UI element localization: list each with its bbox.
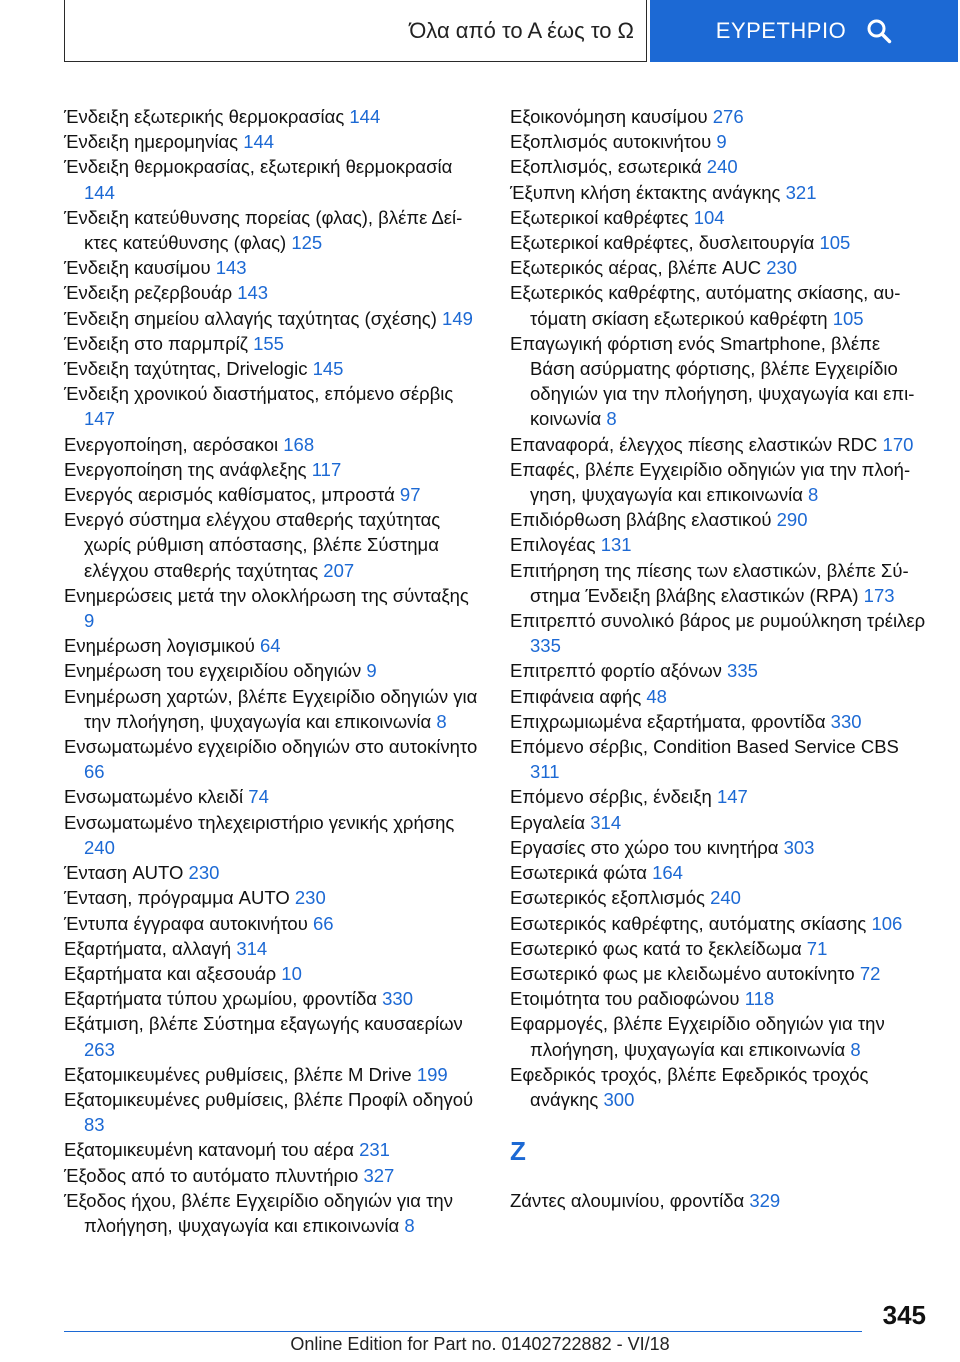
index-entry (64, 986, 484, 1011)
index-entry-text: Εξαρτήματα, αλλαγή (64, 937, 232, 959)
index-entry-page-link[interactable]: 9 (716, 131, 727, 153)
index-entry-page-link[interactable]: 314 (590, 811, 622, 833)
index-entry-text: Επόμενο σέρβις, Condition Based Service CBS (510, 736, 899, 758)
index-entry (510, 810, 930, 835)
index-entry-text: Ενσωματωμένο εγχειρίδιο οδηγιών στο αυτοκίνητο (64, 736, 478, 758)
index-entry (64, 1087, 484, 1137)
index-entry-page-link[interactable]: 173 (863, 584, 895, 606)
index-entry-page-link[interactable]: 104 (693, 206, 725, 228)
index-entry (510, 457, 930, 507)
index-right-entries (510, 104, 930, 1112)
index-entry (510, 784, 930, 809)
index-entry-page-link[interactable]: 164 (652, 862, 683, 884)
index-entry-text: Εξωτερικοί καθρέφτες (510, 206, 689, 228)
index-entry (510, 1011, 930, 1061)
index-entry-page-link[interactable]: 168 (283, 433, 315, 455)
index-entry-text: Ένταση, πρόγραμμα AUTO (64, 887, 290, 909)
index-entry-page-link[interactable]: 143 (215, 257, 247, 279)
index-entry-text: Ενημερώσεις μετά την ολοκλήρωση της σύνταξης (64, 584, 469, 606)
index-entry (510, 911, 930, 936)
index-entry-page-link[interactable]: 276 (712, 106, 744, 127)
index-entry (64, 356, 484, 381)
index-entry-text: Ζάντες αλουμινίου, φροντίδα (510, 1190, 745, 1212)
index-entry-page-link[interactable]: 8 (404, 1214, 415, 1236)
index-entry-page-link[interactable]: 117 (311, 458, 342, 480)
index-entry (510, 1188, 930, 1213)
index-entry (510, 558, 930, 608)
index-entry-text: Ενημέρωση χαρτών, βλέπε Εγχειρίδιο οδηγιών για την πλοήγηση, ψυχαγωγία και επικοινωνία (64, 685, 478, 732)
index-entry-page-link[interactable]: 66 (84, 761, 105, 783)
index-entry (64, 810, 484, 860)
index-entry-text: Εξατομικευμένες ρυθμίσεις, βλέπε Προφίλ οδηγού (64, 1088, 474, 1110)
index-entry-page-link[interactable]: 311 (530, 761, 560, 783)
tab-a-to-z-label: Όλα από το Α έως το Ω (409, 17, 634, 43)
index-entry-page-link[interactable]: 240 (710, 887, 741, 909)
tab-index[interactable] (650, 0, 958, 62)
index-entry (510, 986, 930, 1011)
index-entry-text: Εξωτερικός αέρας, βλέπε AUC (510, 257, 762, 279)
index-entry-page-link[interactable]: 97 (399, 484, 421, 506)
index-entry-text: Επόμενο σέρβις, ένδειξη (510, 786, 712, 808)
index-entry-page-link[interactable]: 145 (312, 358, 344, 380)
index-entry-text: Εσωτερικό φως με κλειδωμένο αυτοκίνητο (510, 962, 855, 984)
index-entry (510, 205, 930, 230)
index-entry-page-link[interactable]: 303 (783, 836, 815, 858)
tab-index-label: ΕΥΡΕΤΗΡΙΟ (715, 18, 847, 43)
index-entry (510, 608, 930, 658)
index-entry (64, 1188, 484, 1238)
index-entry (64, 1011, 484, 1061)
index-entry (510, 532, 930, 557)
index-entry-text: Επαφές, βλέπε Εγχειρίδιο οδηγιών για την πλοήγηση, ψυχαγωγία και επικοινωνία (510, 458, 911, 506)
index-entry (510, 658, 930, 683)
index-entry (510, 507, 930, 532)
index-entry-page-link[interactable]: 48 (646, 685, 667, 707)
index-entry-text: Ενσωματωμένο κλειδί (64, 786, 244, 808)
index-entry (64, 885, 484, 910)
index-entry (510, 961, 930, 986)
index-entry-text: Ενεργοποίηση, αερόσακοι (64, 433, 279, 455)
index-entry-text: Ένδειξη καυσίμου (64, 257, 211, 279)
index-entry-page-link[interactable]: 240 (706, 156, 738, 178)
index-column-left (64, 104, 484, 1238)
index-entry-text: Έξοδος ήχου, βλέπε Εγχειρίδιο οδηγιών για την πλοήγηση, ψυχαγωγία και επικοινωνία (64, 1189, 453, 1236)
index-entry-page-link[interactable]: 8 (808, 484, 819, 506)
index-entry-text: Επαγωγική φόρτιση ενός Smartphone, βλέπε Βάση ασύρματης φόρτισης, βλέπε Εγχειρίδιο οδηγιών για την πλοήγηση, ψυχαγωγία και επικοινωνία (510, 332, 915, 430)
index-entry-text: Εφεδρικός τροχός, βλέπε Εφεδρικός τροχός ανάγκης (510, 1063, 869, 1110)
index-entry-page-link[interactable]: 131 (600, 534, 632, 556)
index-entry-page-link[interactable]: 8 (436, 710, 447, 732)
index-entry (64, 482, 484, 507)
index-section-z-entries (510, 1188, 930, 1213)
index-entry-text: Εσωτερικά φώτα (510, 862, 647, 884)
index-entry-page-link[interactable]: 170 (882, 433, 914, 455)
index-entry-text: Ενεργό σύστημα ελέγχου σταθερής ταχύτητας χωρίς ρύθμιση απόστασης, βλέπε Σύστημα ελέγχου σταθερής ταχύτητας (64, 509, 441, 581)
index-entry (510, 432, 930, 457)
index-entry-page-link[interactable]: 314 (236, 937, 268, 959)
index-entry (64, 306, 484, 331)
index-entry-text: Εξωτερικοί καθρέφτες, δυσλειτουργία (510, 232, 815, 254)
index-entry-page-link[interactable]: 125 (291, 232, 323, 254)
index-entry (510, 734, 930, 784)
index-entry (510, 154, 930, 179)
index-entry-page-link[interactable]: 147 (716, 786, 748, 808)
index-entry (64, 784, 484, 809)
tab-a-to-z[interactable] (64, 0, 647, 62)
index-entry-text: Ενημέρωση λογισμικού (64, 635, 255, 657)
index-entry (64, 684, 484, 734)
index-entry-page-link[interactable]: 10 (281, 962, 302, 984)
index-entry (64, 936, 484, 961)
footer-divider (64, 1331, 862, 1332)
index-entry (64, 104, 484, 129)
index-entry-page-link[interactable]: 335 (530, 635, 561, 657)
index-entry-page-link[interactable]: 207 (323, 559, 355, 581)
index-entry-text: Επιδιόρθωση βλάβης ελαστικού (510, 509, 772, 531)
index-entry (64, 205, 484, 255)
index-entry (510, 255, 930, 280)
index-entry-text: Επιφάνεια αφής (510, 685, 642, 707)
index-column-right (510, 104, 930, 1213)
index-entry (64, 457, 484, 482)
index-entry-page-link[interactable]: 144 (349, 106, 381, 127)
index-entry (510, 104, 930, 129)
index-entry-text: Εξαρτήματα τύπου χρωμίου, φροντίδα (64, 988, 377, 1010)
index-entry (510, 1062, 930, 1112)
index-entry (64, 381, 484, 431)
index-entry-text: Εφαρμογές, βλέπε Εγχειρίδιο οδηγιών για την πλοήγηση, ψυχαγωγία και επικοινωνία (510, 1013, 885, 1060)
index-entry (64, 331, 484, 356)
index-entry-text: Ενημέρωση του εγχειριδίου οδηγιών (64, 660, 362, 682)
index-entry-text: Εξοπλισμός αυτοκινήτου (510, 131, 712, 153)
index-entry (510, 180, 930, 205)
index-entry (510, 129, 930, 154)
index-entry-page-link[interactable]: 72 (859, 962, 881, 984)
index-entry-text: Επαναφορά, έλεγχος πίεσης ελαστικών RDC (510, 433, 878, 455)
index-entry-page-link[interactable]: 147 (84, 408, 115, 430)
index-entry (64, 658, 484, 683)
index-entry-text: Ετοιμότητα του ραδιοφώνου (510, 988, 740, 1010)
index-entry (510, 684, 930, 709)
index-entry-text: Εξάτμιση, βλέπε Σύστημα εξαγωγής καυσαερίων (64, 1013, 463, 1035)
index-entry-text: Ένδειξη κατεύθυνσης πορείας (φλας), βλέπε Δείκτες κατεύθυνσης (φλας) (64, 206, 463, 254)
index-entry-page-link[interactable]: 8 (850, 1038, 861, 1060)
index-entry (510, 885, 930, 910)
footer-edition-text: Online Edition for Part no. 01402722882 - VI/18 (290, 1334, 670, 1354)
index-entry-page-link[interactable]: 105 (832, 307, 864, 329)
index-entry (64, 280, 484, 305)
index-entry (64, 507, 484, 583)
index-entry-text: Ένδειξη ημερομηνίας (64, 131, 239, 153)
index-entry (510, 936, 930, 961)
index-entry-text: Εξωτερικός καθρέφτης, αυτόματης σκίασης, αυτόματη σκίαση εξωτερικού καθρέφτη (510, 282, 901, 329)
index-entry (64, 1062, 484, 1087)
index-entry-text: Έξυπνη κλήση έκτακτης ανάγκης (510, 181, 781, 203)
search-icon[interactable] (866, 18, 892, 44)
index-entry (64, 734, 484, 784)
index-entry-page-link[interactable]: 335 (727, 660, 758, 682)
section-heading-z: Z (510, 1136, 526, 1167)
index-entry-text: Εργαλεία (510, 811, 586, 833)
index-entry-page-link[interactable]: 230 (188, 862, 220, 884)
index-entry-text: Επιλογέας (510, 534, 596, 556)
index-entry (64, 860, 484, 885)
index-entry-text: Εξατομικευμένη κατανομή του αέρα (64, 1139, 354, 1161)
index-entry-text: Εσωτερικός καθρέφτης, αυτόματης σκίασης (510, 912, 867, 934)
index-entry-text: Επιχρωμιωμένα εξαρτήματα, φροντίδα (510, 710, 826, 732)
index-entry (510, 331, 930, 432)
index-entry-text: Ένδειξη σημείου αλλαγής ταχύτητας (σχέσης) (64, 307, 437, 329)
index-entry (64, 633, 484, 658)
top-navigation (64, 0, 958, 64)
index-entry-text: Εξοικονόμηση καυσίμου (510, 106, 708, 127)
index-entry-page-link[interactable]: 66 (312, 912, 334, 934)
index-entry (510, 280, 930, 330)
index-entry-page-link[interactable]: 64 (259, 635, 281, 657)
index-entry-page-link[interactable]: 327 (363, 1164, 395, 1186)
index-entry-text: Ενεργός αερισμός καθίσματος, μπροστά (64, 484, 395, 506)
index-entry-text: Ένταση AUTO (64, 862, 184, 884)
index-entry (510, 835, 930, 860)
index-entry-page-link[interactable]: 9 (84, 610, 95, 632)
index-entry-page-link[interactable]: 8 (606, 408, 617, 430)
index-entry-page-link[interactable]: 290 (776, 509, 808, 531)
index-entry (64, 432, 484, 457)
index-entry-page-link[interactable]: 230 (294, 887, 326, 909)
index-entry (510, 709, 930, 734)
index-entry-page-link[interactable]: 105 (819, 232, 851, 254)
index-entry (64, 255, 484, 280)
index-entry-page-link[interactable]: 9 (366, 660, 377, 682)
index-entry-text: Έντυπα έγγραφα αυτοκινήτου (64, 912, 308, 934)
index-entry-text: Ένδειξη χρονικού διαστήματος, επόμενο σέρβις (64, 383, 454, 405)
index-entry-page-link[interactable]: 143 (237, 282, 269, 304)
index-entry-text: Έξοδος από το αυτόματο πλυντήριο (64, 1164, 359, 1186)
index-entry-text: Ένδειξη θερμοκρασίας, εξωτερική θερμοκρασία (64, 156, 453, 178)
index-entry (64, 129, 484, 154)
index-entry (64, 1163, 484, 1188)
index-entry-page-link[interactable]: 231 (359, 1139, 390, 1161)
index-entry (510, 230, 930, 255)
index-entry-page-link[interactable]: 149 (442, 307, 473, 329)
index-entry-text: Επιτρεπτό φορτίο αξόνων (510, 660, 722, 682)
index-entry-page-link[interactable]: 199 (416, 1063, 448, 1085)
index-entry-page-link[interactable]: 300 (603, 1088, 635, 1110)
page-number: 345 (882, 1300, 926, 1330)
index-entry (64, 583, 484, 633)
index-entry (510, 860, 930, 885)
index-entry-text: Εξατομικευμένες ρυθμίσεις, βλέπε M Drive (64, 1063, 412, 1085)
index-entry-text: Ένδειξη στο παρμπρίζ (64, 332, 248, 354)
index-entry (64, 961, 484, 986)
index-entry-page-link[interactable]: 263 (84, 1038, 115, 1060)
index-entry-text: Επιτρεπτό συνολικό βάρος με ρυμούλκηση τρέιλερ (510, 610, 926, 632)
index-entry-text: Εξαρτήματα και αξεσουάρ (64, 962, 277, 984)
index-entry-page-link[interactable]: 106 (871, 912, 903, 934)
index-entry-page-link[interactable]: 329 (749, 1190, 781, 1212)
index-entry-text: Εσωτερικός εξοπλισμός (510, 887, 705, 909)
index-entry-page-link[interactable]: 71 (806, 937, 828, 959)
index-entry-page-link[interactable]: 321 (785, 181, 817, 203)
index-entry-page-link[interactable]: 144 (243, 131, 275, 153)
index-entry (64, 154, 484, 204)
index-entry-text: Ένδειξη εξωτερικής θερμοκρασίας (64, 106, 345, 127)
index-entry-text: Ένδειξη ταχύτητας, Drivelogic (64, 358, 308, 380)
index-entry-page-link[interactable]: 118 (744, 988, 775, 1010)
index-entry-page-link[interactable]: 144 (84, 181, 115, 203)
index-entry-page-link[interactable]: 74 (248, 786, 269, 808)
index-entry-page-link[interactable]: 230 (766, 257, 798, 279)
index-entry-page-link[interactable]: 83 (84, 1114, 105, 1136)
index-entry (64, 1137, 484, 1162)
index-entry-text: Ένδειξη ρεζερβουάρ (64, 282, 233, 304)
index-entry (64, 911, 484, 936)
index-entry-page-link[interactable]: 330 (830, 710, 862, 732)
index-entry-text: Εργασίες στο χώρο του κινητήρα (510, 836, 779, 858)
index-entry-text: Εσωτερικό φως κατά το ξεκλείδωμα (510, 937, 802, 959)
index-entry-text: Εξοπλισμός, εσωτερικά (510, 156, 702, 178)
index-entry-text: Επιτήρηση της πίεσης των ελαστικών, βλέπε Σύστημα Ένδειξη βλάβης ελαστικών (RPA) (510, 559, 909, 606)
index-entry-page-link[interactable]: 155 (253, 332, 284, 354)
index-entry-text: Ενεργοποίηση της ανάφλεξης (64, 458, 307, 480)
index-entry-page-link[interactable]: 240 (84, 836, 115, 858)
index-entry-page-link[interactable]: 330 (382, 988, 414, 1010)
index-entry-text: Ενσωματωμένο τηλεχειριστήριο γενικής χρήσης (64, 811, 455, 833)
